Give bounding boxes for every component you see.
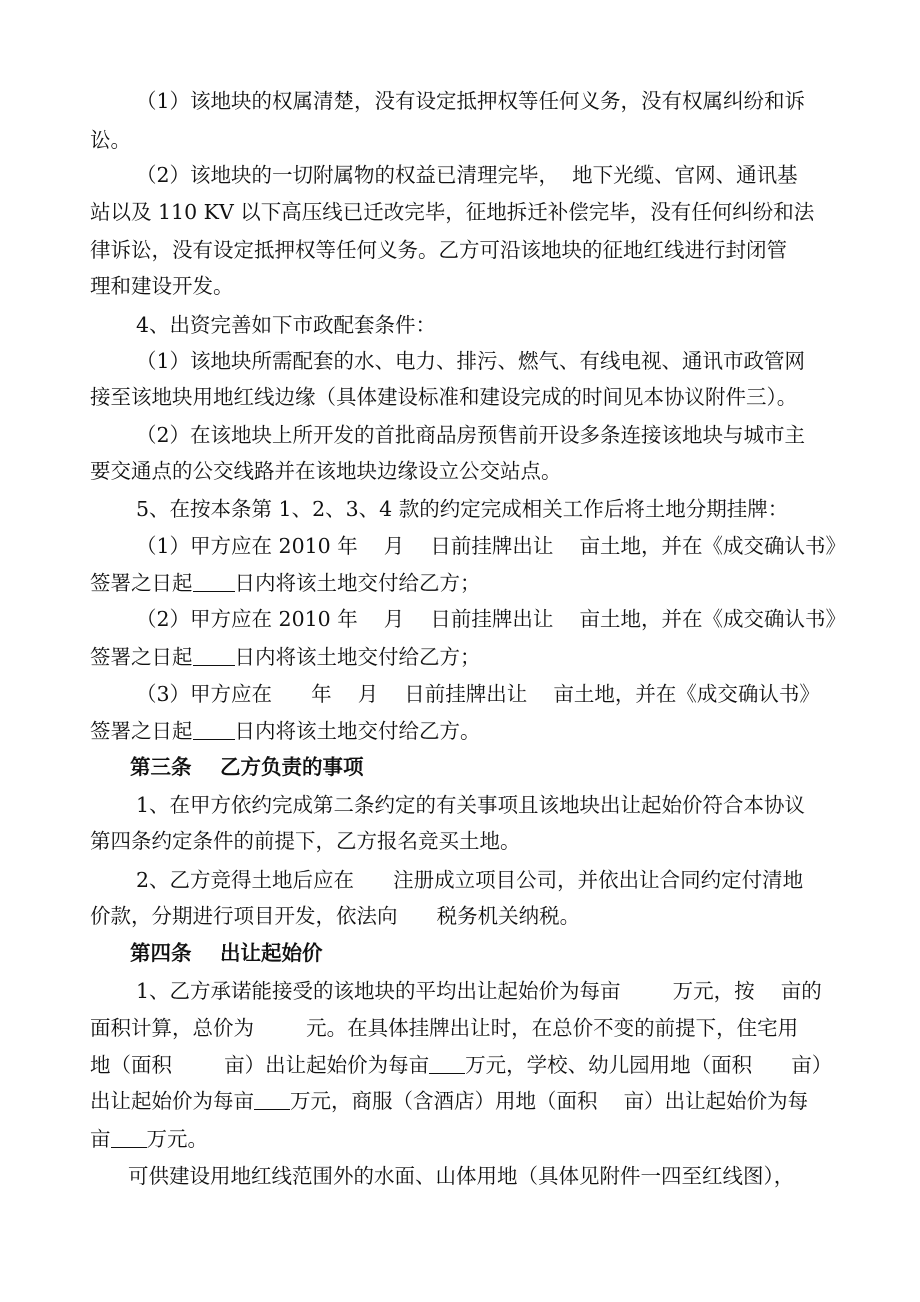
text-segment: 出让起始价为每亩: [90, 1089, 254, 1113]
text-line: 可供建设用地红线范围外的水面、山体用地（具体见附件一四至红线图），: [128, 1164, 795, 1188]
blank-underline: [254, 1089, 290, 1110]
section-heading: 第三条 乙方负责的事项: [130, 755, 364, 779]
text-line: 第四条约定条件的前提下，乙方报名竞买土地。: [90, 829, 521, 853]
text-line: （1）该地块的权属清楚，没有设定抵押权等任何义务，没有权属纠纷和诉: [136, 89, 806, 113]
section-heading: 第四条 出让起始价: [130, 941, 323, 965]
text-line: 面积计算，总价为 元。在具体挂牌出让时，在总价不变的前提下，住宅用: [90, 1016, 799, 1040]
text-line: （3）甲方应在 年 月 日前挂牌出让 亩土地，并在《成交确认书》: [136, 682, 820, 706]
blank-underline: [193, 645, 235, 666]
text-line: （1）甲方应在 2010 年 月 日前挂牌出让 亩土地，并在《成交确认书》: [136, 534, 846, 558]
text-line: 4、出资完善如下市政配套条件：: [136, 313, 437, 337]
text-line: 2、乙方竞得土地后应在 注册成立项目公司，并依出让合同约定付清地: [136, 868, 804, 892]
text-segment: 签署之日起: [90, 645, 193, 669]
text-line: 5、在按本条第 1、2、3、4 款的约定完成相关工作后将土地分期挂牌：: [136, 497, 789, 521]
text-segment: 签署之日起: [90, 719, 193, 743]
text-line: 接至该地块用地红线边缘（具体建设标准和建设完成的时间见本协议附件三）。: [90, 385, 798, 409]
text-line: 站以及 110 KV 以下高压线已迁改完毕，征地拆迁补偿完毕，没有任何纠纷和法: [90, 200, 815, 224]
text-line: [90, 1124, 920, 1154]
text-line: （2）甲方应在 2010 年 月 日前挂牌出让 亩土地，并在《成交确认书》: [136, 607, 846, 631]
text-segment: 日内将该土地交付给乙方。: [234, 719, 481, 743]
text-line: 讼。: [90, 128, 131, 152]
text-line: [90, 1086, 920, 1116]
text-line: [90, 568, 920, 598]
text-line: 1、在甲方依约完成第二条约定的有关事项且该地块出让起始价符合本协议: [136, 793, 806, 817]
text-line: （1）该地块所需配套的水、电力、排污、燃气、有线电视、通讯市政管网: [136, 349, 806, 373]
text-line: （2）该地块的一切附属物的权益已清理完毕， 地下光缆、官网、通讯基: [136, 163, 798, 187]
blank-underline: [429, 1053, 465, 1074]
text-line: [90, 716, 920, 746]
blank-underline: [111, 1127, 147, 1148]
text-line: [90, 1050, 920, 1080]
text-segment: 签署之日起: [90, 571, 193, 595]
text-segment: 万元。: [146, 1127, 208, 1151]
text-line: [90, 642, 920, 672]
text-segment: 日内将该土地交付给乙方；: [234, 571, 481, 595]
text-segment: 万元，学校、幼儿园用地（面积 亩）: [465, 1053, 833, 1077]
text-segment: 日内将该土地交付给乙方；: [234, 645, 481, 669]
blank-underline: [193, 571, 235, 592]
text-line: 律诉讼，没有设定抵押权等任何义务。乙方可沿该地块的征地红线进行封闭管: [90, 238, 787, 262]
text-segment: 亩: [90, 1127, 111, 1151]
text-segment: 地（面积 亩）出让起始价为每亩: [90, 1053, 430, 1077]
blank-underline: [193, 719, 235, 740]
text-line: 理和建设开发。: [90, 274, 234, 298]
text-line: 要交通点的公交线路并在该地块边缘设立公交站点。: [90, 459, 562, 483]
text-line: 价款，分期进行项目开发，依法向 税务机关纳税。: [90, 904, 581, 928]
text-line: （2）在该地块上所开发的首批商品房预售前开设多条连接该地块与城市主: [136, 423, 806, 447]
text-segment: 万元，商服（含酒店）用地（面积 亩）出让起始价为每: [290, 1089, 809, 1113]
text-line: 1、乙方承诺能接受的该地块的平均出让起始价为每亩 万元，按 亩的: [136, 979, 822, 1003]
